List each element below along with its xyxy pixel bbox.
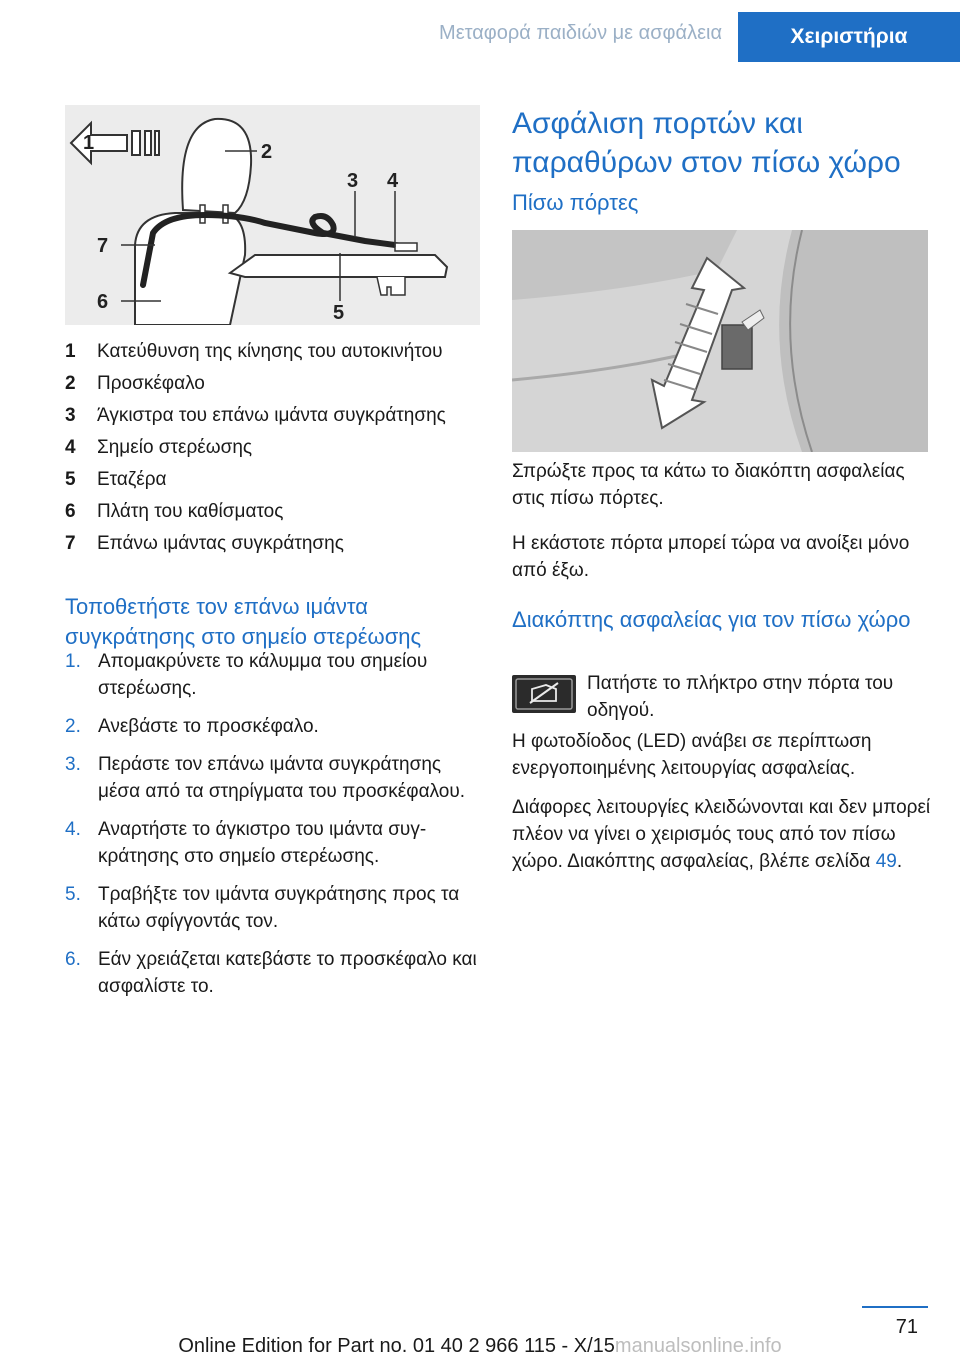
step-number: 1. — [65, 651, 81, 672]
legend-text: Κατεύθυνση της κίνησης του αυτοκινήτου — [97, 341, 443, 362]
page-reference-link[interactable]: 49 — [875, 851, 897, 872]
safety-switch-instruction: Πατήστε το πλήκτρο στην πόρτα του οδηγού. — [587, 673, 894, 721]
step-item — [65, 648, 485, 702]
callout-6: 6 — [97, 291, 109, 313]
step-text: Τραβήξτε τον ιμάντα συγκράτησης προς τα κάτω σφίγγοντάς τον. — [98, 884, 460, 932]
legend-number: 6 — [65, 501, 76, 522]
rear-door-instruction: Σπρώξτε προς τα κάτω το διακόπτη ασφαλείας στις πίσω πόρτες. — [512, 461, 905, 509]
callout-4: 4 — [387, 170, 399, 192]
header-chapter-tab: Χειριστήρια — [738, 12, 960, 62]
step-number: 2. — [65, 716, 81, 737]
step-text: Απομακρύνετε το κάλυμμα του σημείου στερέωσης. — [98, 651, 428, 699]
legend-item — [65, 400, 485, 432]
legend-text: Σημείο στερέωσης — [97, 437, 253, 458]
headrest-shape — [182, 119, 251, 213]
window-lock-button-icon — [512, 675, 576, 713]
step-item — [65, 816, 485, 870]
figure-legend — [65, 336, 485, 560]
led-note: Η φωτοδίοδος (LED) ανάβει σε περίπτωση ενεργοποιημένης λειτουργίας ασφαλείας. — [512, 731, 872, 779]
legend-item — [65, 336, 485, 368]
header-section-title: Μεταφορά παιδιών με ασφάλεια — [439, 22, 722, 44]
step-text: Ανεβάστε το προσκέφαλο. — [98, 716, 319, 737]
section-heading: Τοποθετήστε τον επάνω ιμάντα συγκράτησης στο σημείο στερέωσης — [65, 594, 422, 649]
legend-text: Πλάτη του καθίσματος — [97, 501, 284, 522]
legend-item — [65, 528, 485, 560]
legend-text: Προσκέφαλο — [97, 373, 205, 394]
subsection-heading-rear-doors: Πίσω πόρτες — [512, 190, 639, 215]
footer-rule — [862, 1306, 928, 1308]
legend-text: Άγκιστρα του επάνω ιμάντα συγκράτησης — [97, 405, 446, 426]
rear-door-lock-illustration — [512, 230, 928, 452]
description-end: . — [896, 851, 903, 872]
description-text: Διάφορες λειτουργίες κλειδώνονται και δεν μπορεί πλέον να γίνει ο χειρισμός τους από τον πίσω χώρο. Διακόπτης ασφαλείας, βλέπε σελίδα — [512, 797, 931, 872]
legend-text: Επάνω ιμάντας συγκράτησης — [97, 533, 344, 554]
safety-switch-description — [512, 794, 932, 875]
page-number: 71 — [895, 1316, 918, 1338]
legend-item — [65, 432, 485, 464]
anchor-point-shape — [395, 243, 417, 251]
child-lock-switch-icon — [722, 325, 752, 369]
step-number: 3. — [65, 754, 81, 775]
watermark-text: manualsonline.info — [614, 1335, 782, 1357]
step-number: 6. — [65, 949, 81, 970]
legend-number: 1 — [65, 341, 76, 362]
legend-item — [65, 368, 485, 400]
legend-item — [65, 464, 485, 496]
page-header — [0, 0, 960, 62]
step-text: Εάν χρειάζεται κατεβάστε το προσκέφαλο και ασφαλίστε το. — [98, 949, 477, 997]
step-item — [65, 946, 485, 1000]
legend-number: 4 — [65, 437, 76, 458]
parcel-shelf-shape — [230, 255, 447, 277]
legend-item — [65, 496, 485, 528]
legend-number: 3 — [65, 405, 76, 426]
rear-door-note: Η εκάστοτε πόρτα μπορεί τώρα να ανοίξει μόνο από έξω. — [512, 533, 910, 581]
callout-1: 1 — [83, 132, 95, 154]
callout-5: 5 — [333, 302, 345, 324]
edition-text: Online Edition for Part no. 01 40 2 966 115 - X/15 — [178, 1335, 615, 1357]
step-text: Περάστε τον επάνω ιμάντα συγκράτησης μέσα από τα στηρίγματα του προσκέφαλου. — [98, 754, 466, 802]
legend-number: 5 — [65, 469, 76, 490]
page-title: Ασφάλιση πορτών και παραθύρων στον πίσω χώρο — [512, 107, 901, 179]
tether-strap-illustration — [65, 105, 480, 325]
seat-back-shape — [135, 213, 245, 325]
step-text: Αναρτήστε το άγκιστρο του ιμάντα συγκράτησης στο σημείο στερέωσης. — [98, 819, 427, 867]
subsection-heading-safety-switch: Διακόπτης ασφαλείας για τον πίσω χώρο — [512, 607, 911, 632]
step-item — [65, 881, 485, 935]
page-footer — [0, 1335, 960, 1358]
callout-3: 3 — [347, 170, 359, 192]
step-item — [65, 751, 485, 805]
legend-number: 2 — [65, 373, 76, 394]
callout-2: 2 — [261, 141, 273, 163]
step-number: 4. — [65, 819, 81, 840]
step-item — [65, 713, 485, 740]
legend-text: Εταζέρα — [97, 469, 167, 490]
legend-number: 7 — [65, 533, 76, 554]
callout-7: 7 — [97, 235, 109, 257]
instruction-steps — [65, 648, 485, 1011]
step-number: 5. — [65, 884, 81, 905]
